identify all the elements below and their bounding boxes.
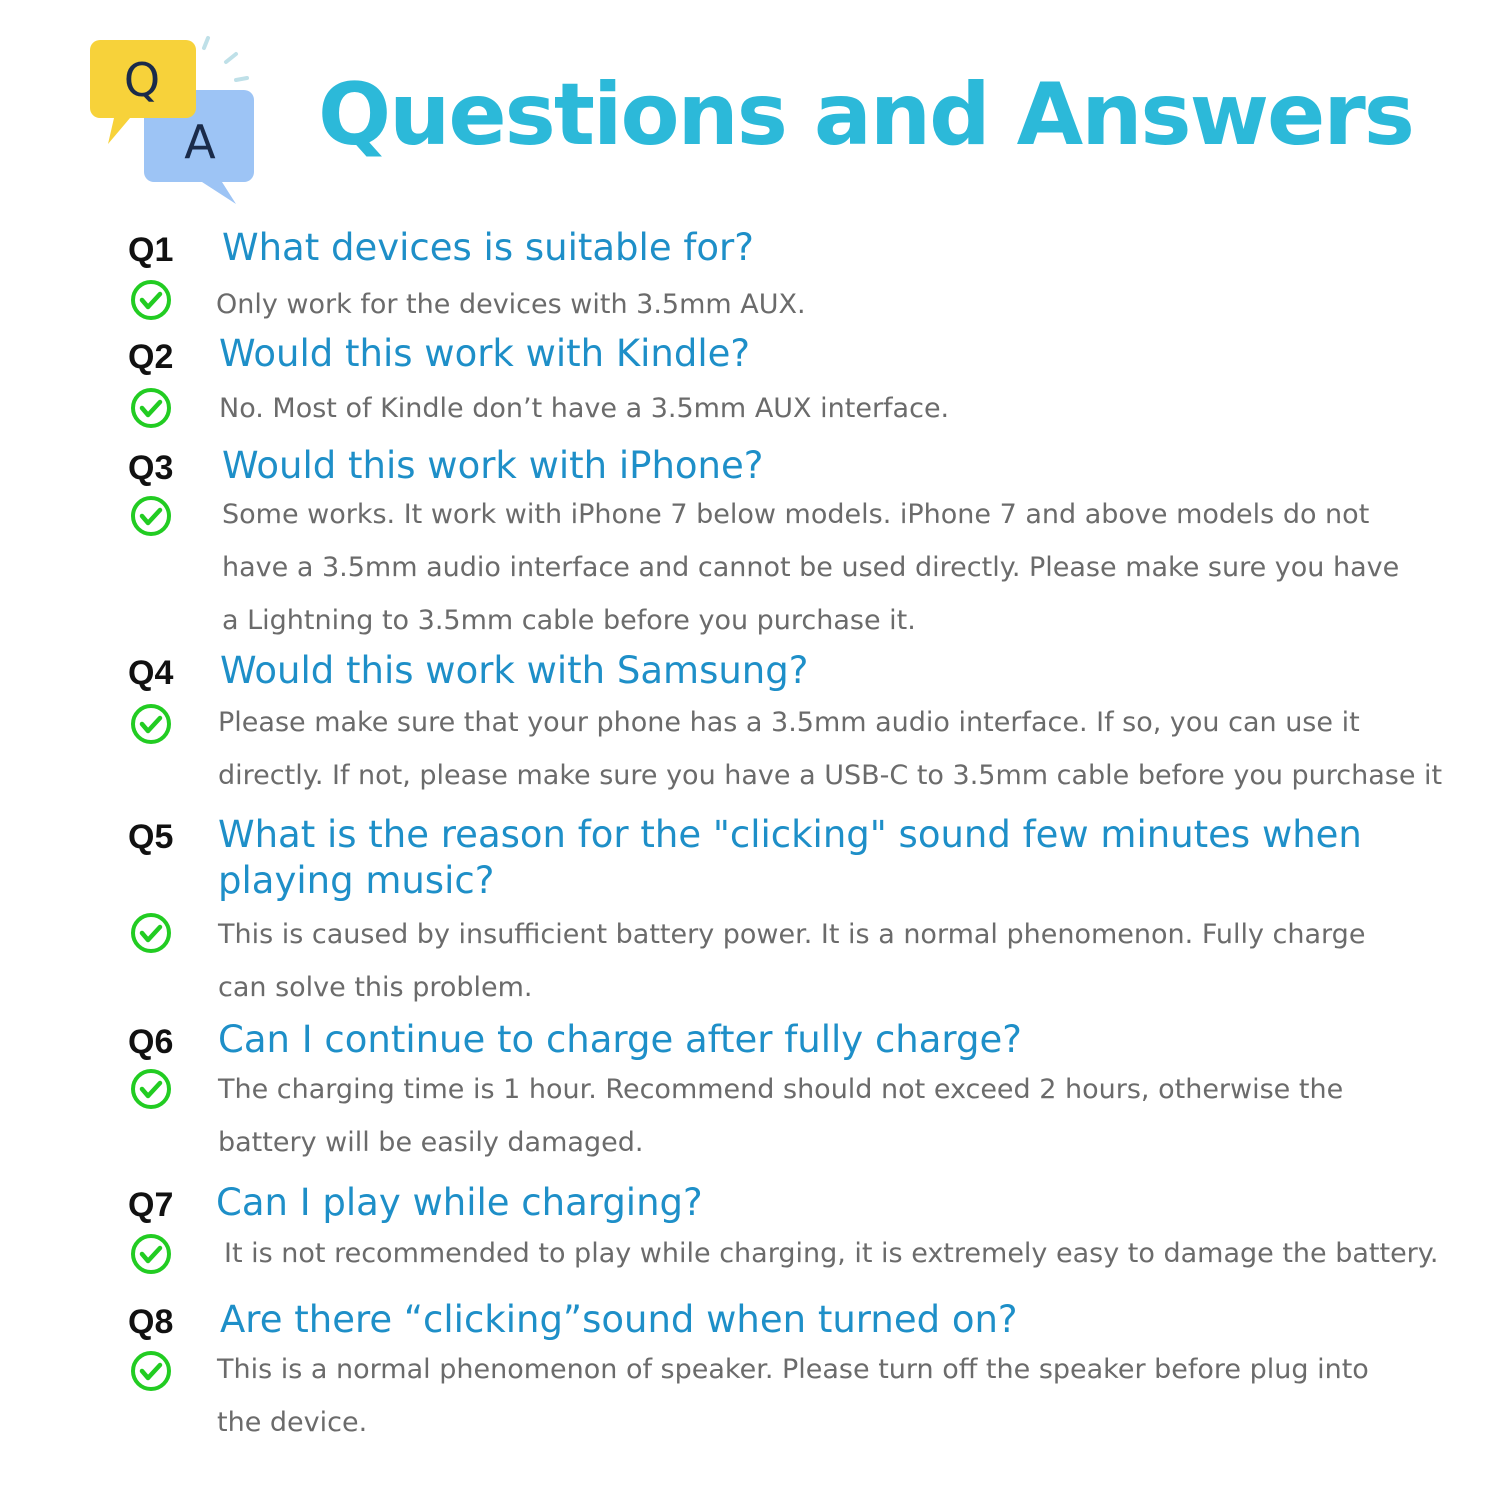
question-text xyxy=(222,443,763,489)
answer-line: Please make sure that your phone has a 3.5mm audio interface. If so, you can use it xyxy=(218,707,1360,738)
question-number: Q1 xyxy=(128,231,174,269)
question-line: Would this work with Kindle? xyxy=(219,332,751,375)
logo-a-letter: A xyxy=(184,115,216,169)
question-line: Can I play while charging? xyxy=(216,1181,703,1224)
question-text xyxy=(220,648,808,694)
answer-text xyxy=(224,1227,1439,1280)
check-icon xyxy=(129,278,173,322)
question-text xyxy=(218,1017,1022,1063)
check-icon xyxy=(129,1067,173,1111)
question-number: Q3 xyxy=(128,449,174,487)
question-number: Q8 xyxy=(128,1303,174,1341)
question-line: What devices is suitable for? xyxy=(222,226,754,269)
check-icon xyxy=(129,911,173,955)
check-icon xyxy=(129,1349,173,1393)
question-number: Q7 xyxy=(128,1186,174,1224)
question-number: Q5 xyxy=(128,818,174,856)
answer-line: The charging time is 1 hour. Recommend should not exceed 2 hours, otherwise the xyxy=(218,1074,1344,1105)
answer-text xyxy=(218,908,1365,1014)
answer-line: This is caused by insufficient battery power. It is a normal phenomenon. Fully charge xyxy=(218,919,1366,950)
answer-text xyxy=(219,382,949,435)
check-icon xyxy=(129,1232,173,1276)
question-line: Would this work with iPhone? xyxy=(222,444,764,487)
question-text xyxy=(222,225,754,271)
answer-text xyxy=(217,1343,1369,1449)
question-text xyxy=(216,1180,703,1226)
check-icon xyxy=(129,386,173,430)
answer-line: have a 3.5mm audio interface and cannot be used directly. Please make sure you have xyxy=(222,552,1400,583)
answer-line: No. Most of Kindle don’t have a 3.5mm AUX interface. xyxy=(219,393,950,424)
answer-line: This is a normal phenomenon of speaker. Please turn off the speaker before plug into xyxy=(217,1354,1369,1385)
answer-line: Only work for the devices with 3.5mm AUX. xyxy=(216,289,806,320)
page-title: Questions and Answers xyxy=(318,65,1413,165)
qa-logo-icon xyxy=(86,34,266,209)
answer-line: directly. If not, please make sure you have a USB-C to 3.5mm cable before you purchase it xyxy=(218,760,1443,791)
question-line: playing music? xyxy=(218,859,495,902)
question-line: What is the reason for the "clicking" sound few minutes when xyxy=(218,813,1362,856)
question-number: Q2 xyxy=(128,338,174,376)
answer-text xyxy=(218,1063,1343,1169)
question-number: Q4 xyxy=(128,654,174,692)
answer-line: battery will be easily damaged. xyxy=(218,1127,644,1158)
answer-line: Some works. It work with iPhone 7 below models. iPhone 7 and above models do not xyxy=(222,499,1370,530)
answer-text xyxy=(216,278,806,331)
question-text xyxy=(218,812,1362,904)
answer-line: can solve this problem. xyxy=(218,972,533,1003)
answer-text xyxy=(222,488,1399,647)
question-text xyxy=(219,331,750,377)
answer-line: a Lightning to 3.5mm cable before you purchase it. xyxy=(222,605,916,636)
answer-line: It is not recommended to play while charging, it is extremely easy to damage the battery. xyxy=(224,1238,1439,1269)
question-line: Would this work with Samsung? xyxy=(220,649,809,692)
question-number: Q6 xyxy=(128,1023,174,1061)
check-icon xyxy=(129,702,173,746)
question-line: Are there “clicking”sound when turned on? xyxy=(220,1298,1018,1341)
answer-line: the device. xyxy=(217,1407,368,1438)
logo-q-letter: Q xyxy=(123,53,161,107)
question-line: Can I continue to charge after fully charge? xyxy=(218,1018,1022,1061)
answer-text xyxy=(218,696,1442,802)
check-icon xyxy=(129,494,173,538)
question-text xyxy=(220,1297,1018,1343)
